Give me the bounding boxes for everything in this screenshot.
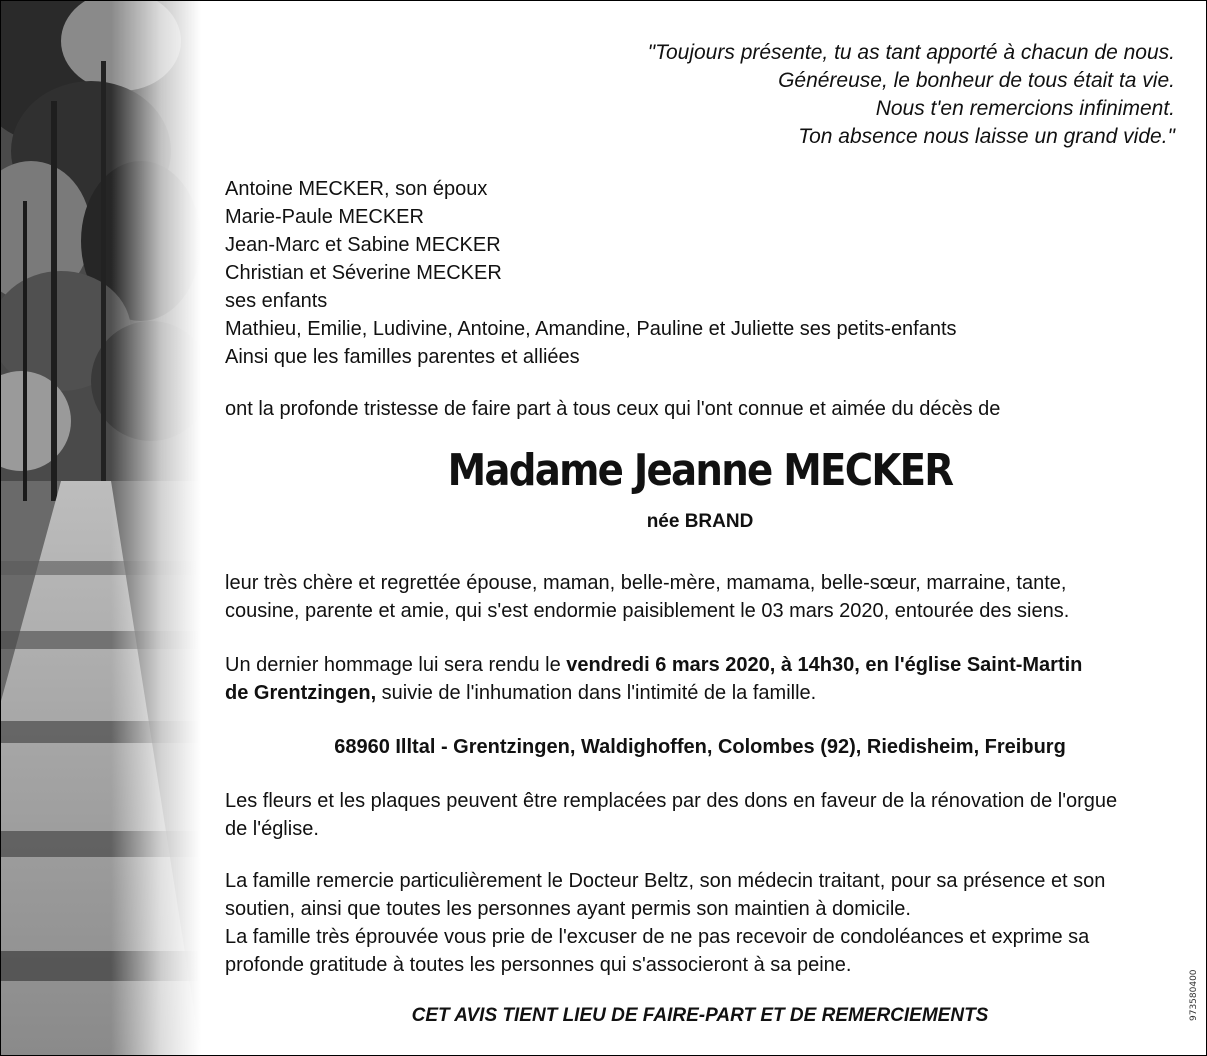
poem-line: "Toujours présente, tu as tant apporté à chacun de nous.: [647, 41, 1175, 64]
homage-line-1: [225, 651, 1175, 679]
reference-number: 973580400: [1189, 969, 1199, 1021]
family-line: Antoine MECKER, son époux: [225, 178, 488, 200]
thanks-line: soutien, ainsi que toutes les personnes ayant permis son maintien à domicile.: [225, 898, 911, 920]
thanks-paragraph: [225, 867, 1175, 979]
description-line: leur très chère et regrettée épouse, maman, belle-mère, mamama, belle-sœur, marraine, tante,: [225, 572, 1067, 594]
maiden-name: née BRAND: [646, 511, 754, 532]
homage-intro: Un dernier hommage lui sera rendu le: [225, 654, 567, 676]
poem-line: Généreuse, le bonheur de tous était ta vie.: [778, 69, 1175, 92]
flowers-paragraph: [225, 787, 1175, 843]
announcement: ont la profonde tristesse de faire part à tous ceux qui l'ont connue et aimée du décès de: [225, 398, 1001, 420]
thanks-line: La famille très éprouvée vous prie de l'excuser de ne pas recevoir de condoléances et exprime sa: [225, 926, 1090, 948]
homage-place: de Grentzingen,: [225, 682, 377, 704]
description-paragraph: [225, 569, 1175, 625]
poem-line: Ton absence nous laisse un grand vide.": [798, 125, 1175, 148]
family-list: [225, 175, 957, 371]
poem: [648, 39, 1175, 151]
forest-path-photo: [1, 1, 201, 1055]
family-line: Christian et Séverine MECKER: [225, 262, 502, 284]
locations: 68960 Illtal - Grentzingen, Waldighoffen, Colombes (92), Riedisheim, Freiburg: [334, 736, 1066, 758]
family-line: Jean-Marc et Sabine MECKER: [225, 234, 501, 256]
flowers-line: de l'église.: [225, 818, 319, 840]
thanks-line: La famille remercie particulièrement le Docteur Beltz, son médecin traitant, pour sa présence et son: [225, 870, 1106, 892]
family-line: Mathieu, Emilie, Ludivine, Antoine, Amandine, Pauline et Juliette ses petits-enfants: [225, 318, 957, 340]
family-line: Ainsi que les familles parentes et alliées: [225, 346, 580, 368]
homage-date-place: vendredi 6 mars 2020, à 14h30, en l'église Saint-Martin: [566, 654, 1083, 676]
footer-notice: CET AVIS TIENT LIEU DE FAIRE-PART ET DE REMERCIEMENTS: [411, 1005, 989, 1026]
homage-rest: suivie de l'inhumation dans l'intimité de la famille.: [376, 682, 817, 704]
family-line: ses enfants: [225, 290, 328, 312]
deceased-name: Madame Jeanne MECKER: [447, 445, 953, 496]
homage-paragraph: [225, 651, 1175, 707]
thanks-line: profonde gratitude à toutes les personnes qui s'associeront à sa peine.: [225, 954, 852, 976]
flowers-line: Les fleurs et les plaques peuvent être remplacées par des dons en faveur de la rénovation de l'orgue: [225, 790, 1118, 812]
description-line: cousine, parente et amie, qui s'est endormie paisiblement le 03 mars 2020, entourée des siens.: [225, 600, 1070, 622]
homage-line-2: [225, 679, 1175, 707]
family-line: Marie-Paule MECKER: [225, 206, 424, 228]
poem-line: Nous t'en remercions infiniment.: [875, 97, 1175, 120]
